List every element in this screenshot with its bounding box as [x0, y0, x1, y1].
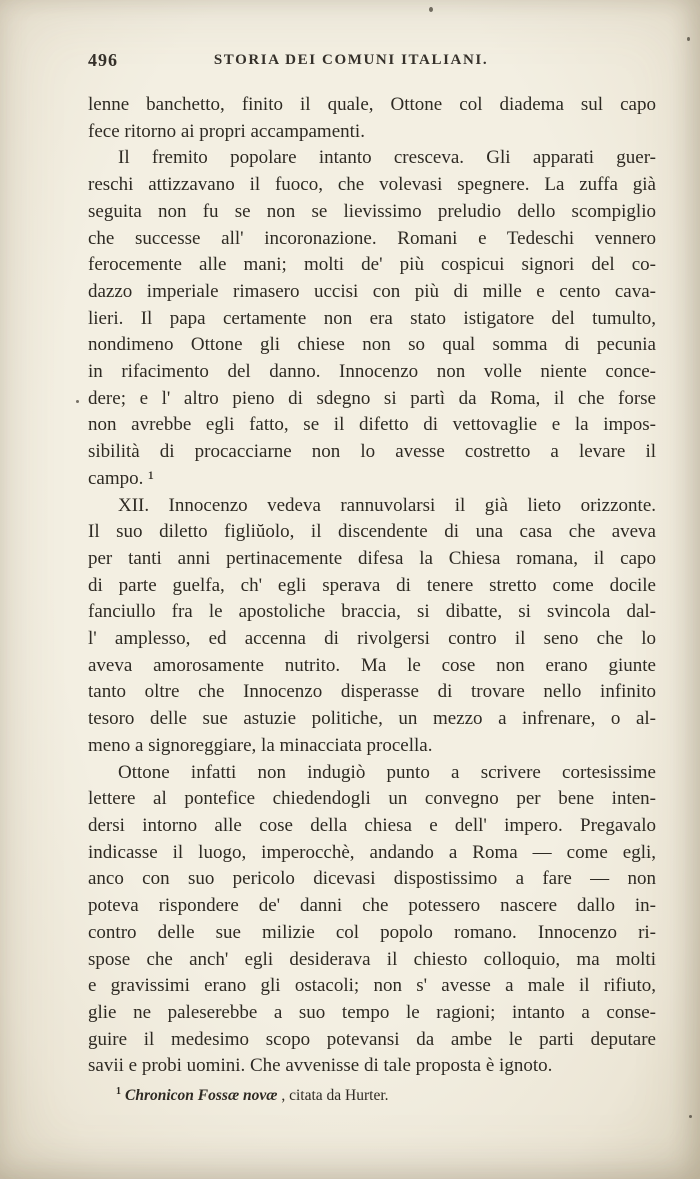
text-line: fanciullo fra le apostoliche braccia, si dibatte, si svincola dal- — [88, 601, 656, 623]
text-line: dere; e l' altro pieno di sdegno si partì da Roma, il che forse — [88, 387, 656, 409]
text-line: dazzo imperiale rimasero uccisi con più di mille e cento cava- — [88, 280, 656, 302]
footnote-citation: , citata da Hurter. — [277, 1087, 389, 1105]
text-line: savii e probi uomini. Che avvenisse di tale proposta è ignoto. — [88, 1055, 553, 1077]
text-line: l' amplesso, ed accenna di rivolgersi contro il seno che lo — [88, 628, 656, 650]
text-line: in rifacimento del danno. Innocenzo non volle niente conce- — [88, 361, 656, 383]
text-line: lenne banchetto, finito il quale, Ottone col diadema sul capo — [88, 94, 656, 115]
scan-speck — [76, 400, 79, 403]
text-line: tesoro delle sue astuzie politiche, un mezzo a infrenare, o al- — [88, 708, 656, 730]
body-text — [88, 92, 656, 1080]
running-title: STORIA DEI COMUNI ITALIANI. — [213, 52, 489, 68]
text-line: di parte guelfa, ch' egli sperava di tenere stretto come docile — [88, 574, 656, 596]
text-line: Il suo diletto figliŭolo, il discendente di una casa che aveva — [88, 521, 656, 543]
text-line: che successe all' incoronazione. Romani e Tedeschi vennero — [88, 227, 656, 249]
text-line: anco con suo pericolo dicevasi dispostissimo a fare — non — [88, 868, 656, 890]
footnote-marker: 1 — [116, 1086, 121, 1097]
text-line: indicasse il luogo, imperocchè, andando a Roma — come egli, — [88, 841, 656, 863]
text-line: glie ne paleserebbe a suo tempo le ragioni; intanto a conse- — [88, 1001, 656, 1023]
paragraph — [88, 760, 656, 1080]
scan-speck — [689, 1115, 692, 1118]
text-line: meno a signoreggiare, la minacciata procella. — [88, 734, 433, 756]
text-line: tanto oltre che Innocenzo disperasse di trovare nello infinito — [88, 681, 656, 703]
text-line: ferocemente alle mani; molti de' più cospicui signori del co- — [88, 254, 656, 276]
text-line: aveva amorosamente nutrito. Ma le cose non erano giunte — [88, 654, 656, 676]
text-line: e gravissimi erano gli ostacoli; non s' avesse a male il rifiuto, — [88, 975, 656, 997]
paragraph — [88, 92, 656, 145]
text-line: lieri. Il papa certamente non era stato istigatore del tumulto, — [88, 307, 656, 329]
text-line: contro delle sue milizie col popolo romano. Innocenzo ri- — [88, 921, 656, 943]
text-line: lettere al pontefice chiedendogli un convegno per bene inten- — [88, 788, 656, 810]
footnote — [88, 1086, 640, 1105]
text-line: poteva rispondere de' danni che potessero nascere dallo in- — [88, 895, 656, 917]
text-line: campo. ¹ — [88, 467, 154, 489]
text-line: Ottone infatti non indugiò punto a scrivere cortesissime — [118, 761, 656, 783]
page-number: 496 — [88, 50, 118, 70]
text-line: reschi attizzavano il fuoco, che volevasi spegnere. La zuffa già — [88, 174, 656, 196]
page-header — [88, 50, 654, 74]
text-line: dersi intorno alle cose della chiesa e dell' impero. Pregavalo — [88, 814, 656, 836]
scan-speck — [429, 7, 433, 12]
text-line: fece ritorno ai propri accampamenti. — [88, 120, 365, 142]
footnote-work-title: Chronicon Fossæ novæ — [125, 1087, 278, 1105]
text-line: sibilità di procacciarne non lo avesse costretto a levare il — [88, 441, 656, 463]
text-line: Il fremito popolare intanto cresceva. Gli apparati guer- — [118, 147, 656, 169]
text-line: seguita non fu se non se lievissimo preludio dello scompiglio — [88, 200, 656, 222]
paragraph — [88, 145, 656, 492]
text-line: per tanti anni pertinacemente difesa la Chiesa romana, il capo — [88, 547, 656, 569]
text-line: spose che anch' egli desiderava il chiesto colloquio, ma molti — [88, 948, 656, 970]
text-line: XII. Innocenzo vedeva rannuvolarsi il già lieto orizzonte. — [118, 494, 656, 516]
text-line: non avrebbe egli fatto, se il difetto di vettovaglie e la impos- — [88, 414, 656, 436]
text-line: nondimeno Ottone gli chiese non so qual somma di pecunia — [88, 334, 656, 356]
paragraph — [88, 493, 656, 760]
text-line: guire il medesimo scopo potevansi da ambe le parti deputare — [88, 1028, 656, 1050]
scan-speck — [687, 37, 690, 41]
